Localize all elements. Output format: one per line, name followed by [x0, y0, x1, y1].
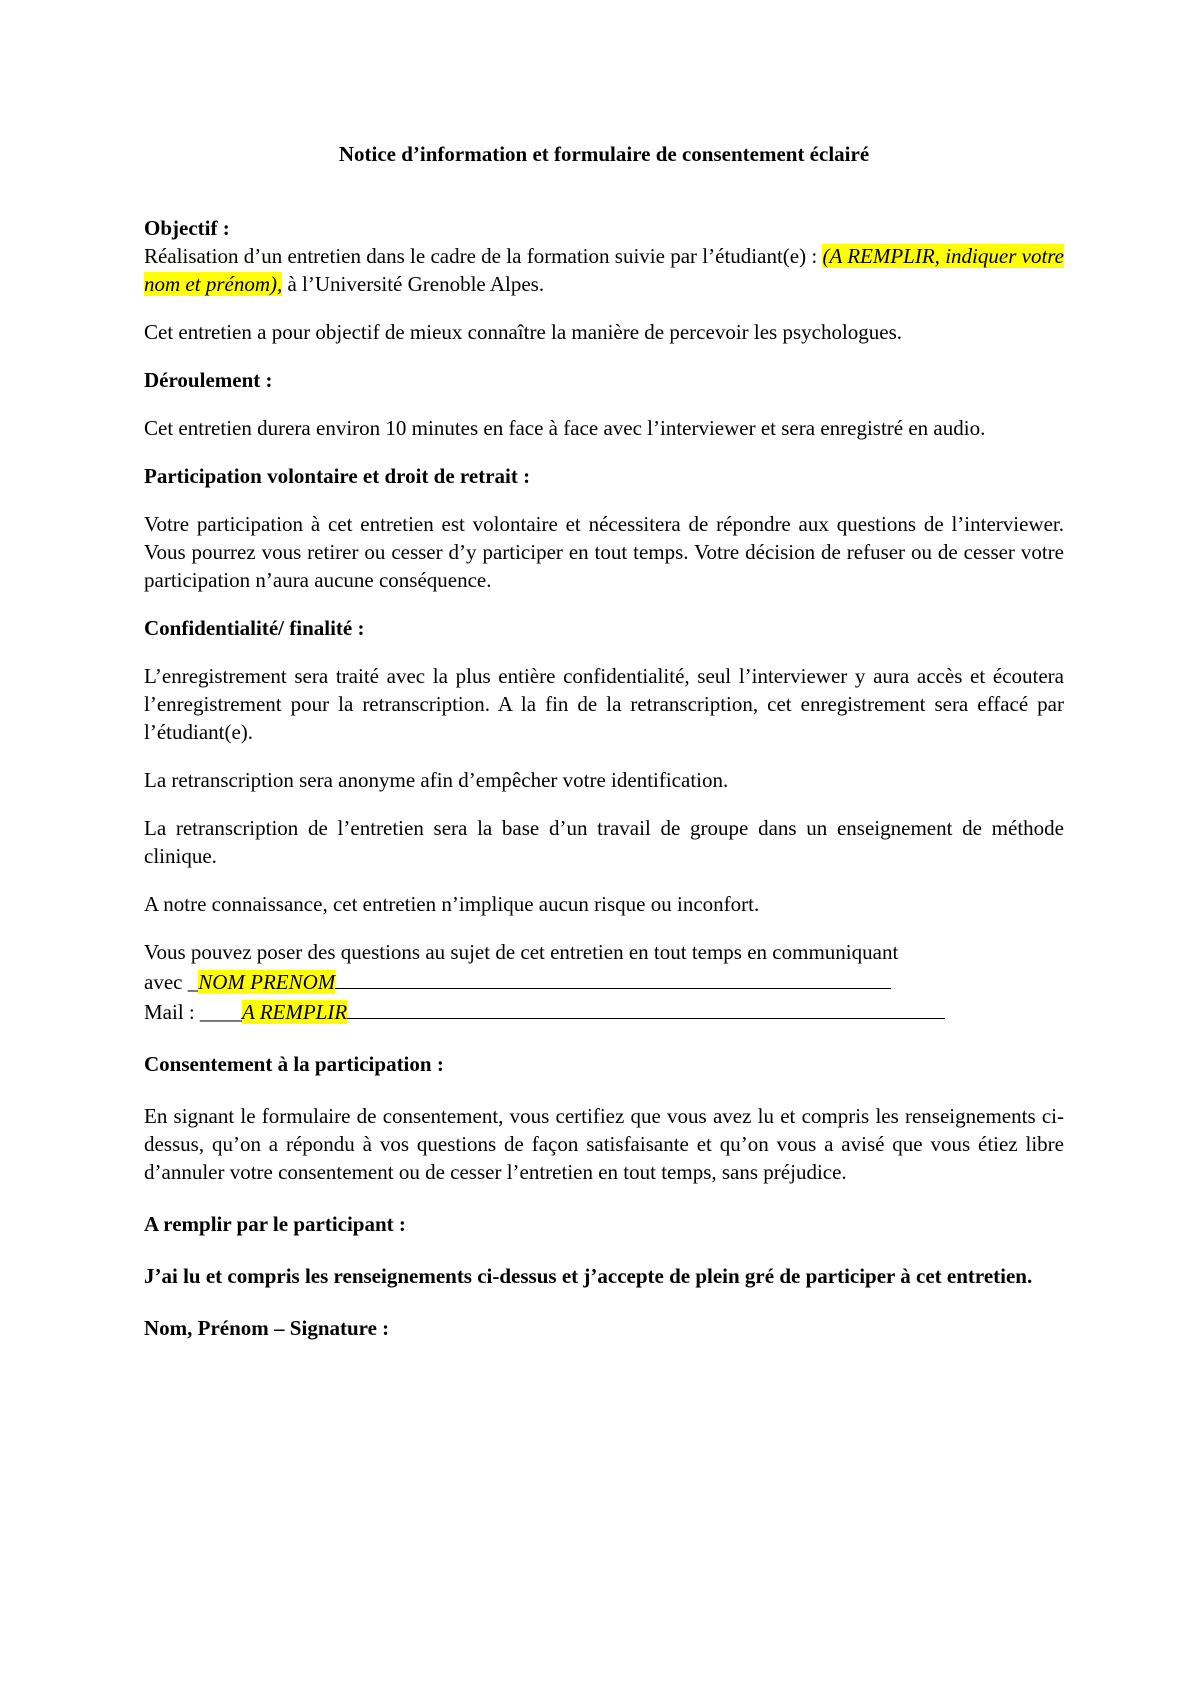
name-placeholder-highlight[interactable]: (A REMPLIR, indiquer votre nom et prénom),	[144, 244, 1065, 296]
objectif-purpose: Cet entretien a pour objectif de mieux connaître la manière de percevoir les psychologues.	[144, 320, 903, 344]
consentement-paragraph: En signant le formulaire de consentement, vous certifiez que vous avez lu et compris les renseignements ci-dessus, qu’on a répondu à vos questions de façon satisfaisante et qu’on vous a avisé que vous étiez libre d’annuler votre consentement ou de cesser l’entretien en tout temps, sans préjudice.	[144, 1104, 1064, 1184]
confidentialite-paragraph-2: La retranscription sera anonyme afin d’empêcher votre identification.	[144, 768, 729, 792]
confidentialite-heading: Confidentialité/ finalité :	[144, 616, 365, 640]
objectif-line-end: à l’Université Grenoble Alpes.	[287, 272, 545, 296]
mail-label: Mail : ____	[144, 1000, 242, 1024]
mail-placeholder[interactable]: A REMPLIR	[242, 1000, 348, 1024]
contact-name-blank-line[interactable]	[335, 966, 891, 989]
contact-mail-line	[144, 996, 1064, 1026]
participation-heading: Participation volontaire et droit de retrait :	[144, 464, 531, 488]
participation-paragraph: Votre participation à cet entretien est volontaire et nécessitera de répondre aux questions de l’interviewer. Vous pourrez vous retirer ou cesser d’y participer en tout temps. Votre décision de refuser ou de cesser votre participation n’aura aucune conséquence.	[144, 512, 1064, 592]
document-title: Notice d’information et formulaire de consentement éclairé	[338, 142, 870, 166]
deroulement-paragraph: Cet entretien durera environ 10 minutes en face à face avec l’interviewer et sera enregistré en audio.	[144, 416, 986, 440]
document-body	[144, 140, 1064, 1342]
participant-heading: A remplir par le participant :	[144, 1212, 406, 1236]
contact-name-line	[144, 966, 1064, 996]
deroulement-heading: Déroulement :	[144, 368, 273, 392]
signature-label: Nom, Prénom – Signature :	[144, 1316, 390, 1340]
contact-avec-label: avec _	[144, 970, 199, 994]
mail-blank-line[interactable]	[347, 996, 945, 1019]
objectif-paragraph	[144, 242, 1064, 298]
confidentialite-paragraph-4: A notre connaissance, cet entretien n’implique aucun risque ou inconfort.	[144, 892, 760, 916]
contact-name-placeholder[interactable]: NOM PRENOM	[198, 970, 336, 994]
participant-statement: J’ai lu et compris les renseignements ci-dessus et j’accepte de plein gré de participer à cet entretien.	[144, 1264, 1033, 1288]
confidentialite-paragraph-3: La retranscription de l’entretien sera la base d’un travail de groupe dans un enseignement de méthode clinique.	[144, 816, 1064, 868]
contact-paragraph: Vous pouvez poser des questions au sujet de cet entretien en tout temps en communiquant	[144, 940, 899, 964]
objectif-heading: Objectif :	[144, 216, 230, 240]
consentement-heading: Consentement à la participation :	[144, 1052, 444, 1076]
confidentialite-paragraph-1: L’enregistrement sera traité avec la plus entière confidentialité, seul l’interviewer y aura accès et écoutera l’enregistrement pour la retranscription. A la fin de la retranscription, cet enregistrement sera effacé par l’étudiant(e).	[144, 664, 1064, 744]
objectif-line-start: Réalisation d’un entretien dans le cadre de la formation suivie par l’étudiant(e) :	[144, 244, 818, 268]
